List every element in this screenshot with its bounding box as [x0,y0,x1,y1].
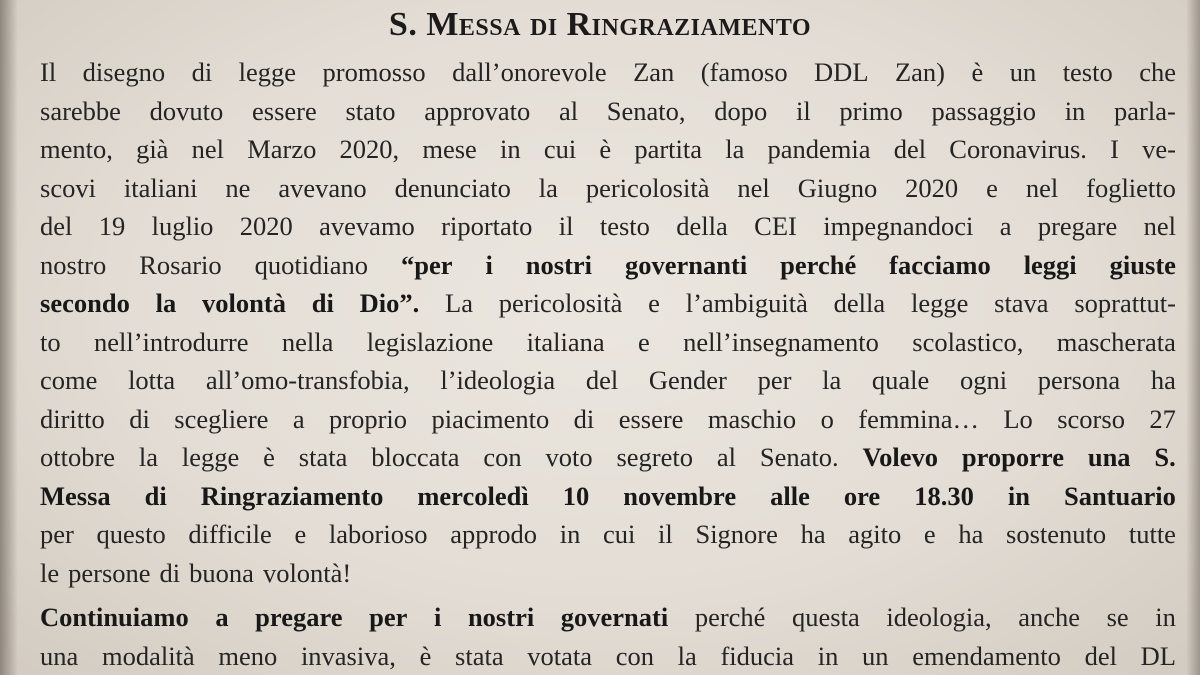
word: passaggio [931,95,1036,126]
word: legislazione [366,326,494,357]
word: dall’onorevole [452,57,607,87]
word: il [658,519,673,549]
word: l’ideologia [440,365,556,395]
word: ha [1150,365,1176,395]
bold-word: leggi [1023,249,1077,280]
word: del [40,211,73,241]
word: scegliere [174,403,269,434]
bold-word: i [485,249,493,280]
word: impegnandoci [823,211,974,241]
word: femmina… [858,403,979,434]
bold-word: Volevo [862,442,939,472]
word: un [862,640,889,671]
word: approvato [424,95,531,126]
word: e [294,519,307,549]
word: modalità [101,640,195,671]
word: la [822,365,842,395]
word: e [986,172,998,203]
word: nell’introdurre [93,326,249,357]
word: il [558,211,574,241]
bold-word: volontà [202,288,286,318]
word: italiani [123,172,198,203]
word: pericolosità [585,172,710,203]
word: piacimento [431,403,550,434]
word: in [1155,602,1176,632]
bold-word: i [433,602,442,632]
word: all’omo-transfobia, [205,365,410,395]
word: testo [599,211,650,241]
bold-word: nostri [467,602,535,632]
bold-word: “per [400,249,453,280]
word: difficile [188,519,272,549]
word: in [817,640,839,671]
word: e [638,326,650,357]
text-line [40,400,1176,439]
bold-word: secondo [40,288,130,318]
word: meno [218,640,278,671]
word: 19 [98,211,126,241]
text-line [40,515,1176,554]
word: invasiva, [300,640,396,671]
word: come [40,365,98,395]
word: pericolosità [498,288,623,318]
word: foglietto [1086,172,1176,203]
word: diritto [40,403,105,434]
word: segreto [616,442,693,472]
bold-word: a [215,602,229,632]
word: con [483,442,522,472]
bold-word: perché [780,249,857,280]
word: cui [543,134,577,164]
text-line [40,598,1176,637]
word: to [40,326,61,357]
word: italiana [526,326,605,357]
word: DL [1140,640,1176,671]
word: ve- [1142,134,1176,164]
word: disegno [82,57,166,87]
word: che [1139,57,1176,87]
word: ha [958,519,984,549]
bold-word: in [1007,480,1030,511]
word: per [40,519,74,549]
word: fiducia [720,640,795,671]
word: avevamo [319,211,415,241]
paragraph-announcement [40,53,1176,592]
word: se [1106,602,1129,632]
bold-word: una [1087,442,1131,472]
word: nel [1025,172,1059,203]
word: Rosario [139,249,222,280]
word: mascherata [1056,326,1176,357]
bold-word: mercoledì [417,480,529,511]
word: ne [225,172,251,203]
word: buona [189,557,254,588]
word: stata [298,442,348,472]
word: maschio [707,403,797,434]
word: primo [839,95,903,126]
word: ogni [959,365,1008,395]
word: con [615,640,654,671]
word: volontà! [262,557,352,588]
word: Zan [633,57,675,87]
bold-word: per [369,602,408,632]
word: a [292,403,305,434]
word: a [999,211,1012,241]
word: DDL [814,57,869,87]
bold-word: la [155,288,177,318]
word: luglio [151,211,214,241]
bold-word: di [144,480,167,511]
word: anche [1018,602,1080,632]
text-line [40,130,1176,169]
bold-word: proporre [961,442,1064,472]
word: è [599,134,612,164]
word: legge [910,288,969,318]
word: del [1084,640,1117,671]
word: proprio [329,403,408,434]
word: e [648,288,660,318]
word: essere [618,403,684,434]
word: La [445,288,473,318]
word: la [677,640,697,671]
word: è [971,57,984,87]
word: partita [634,134,703,164]
word: stava [994,288,1049,318]
text-line [40,92,1176,131]
word: essere [252,95,317,126]
word: un [1009,57,1037,87]
word: Senato. [759,442,839,472]
text-line [40,438,1176,477]
word: bloccata [371,442,460,472]
word: parla- [1114,95,1176,126]
word: mese [422,134,477,164]
bold-word: governanti [625,249,748,280]
word: 27 [1149,403,1176,434]
word: pregare [1037,211,1118,241]
word: mento, [40,134,113,164]
word: ottobre [40,442,116,472]
bold-word: ore [843,480,881,511]
text-line [40,637,1176,675]
word: sostenuto [1006,519,1107,549]
text-line [40,284,1176,323]
word: Senato, [606,95,686,126]
word: Lo [1003,403,1033,434]
page-title: S. Messa di Ringraziamento [388,6,812,43]
word: quotidiano [254,249,368,280]
word: scorso [1057,403,1125,434]
word: testo [1062,57,1113,87]
bold-word: 10 [562,480,590,511]
word: e [923,519,936,549]
word: Marzo [247,134,317,164]
text-line [40,323,1176,362]
bold-word: facciamo [889,249,991,280]
bold-word: 18.30 [914,480,974,511]
bold-word: di [311,288,334,318]
bold-word: Ringraziamento [200,480,384,511]
word: in [1064,95,1086,126]
body-text [40,53,1176,675]
word: nostro [40,249,107,280]
text-line [40,554,1176,593]
word: della [833,288,886,318]
word: o [820,403,834,434]
word: è [419,640,432,671]
word: legge [181,442,240,472]
word: al [558,95,579,126]
word: Coronavirus. [949,134,1087,164]
word: di [191,57,213,87]
word: agito [848,519,902,549]
text-line [40,207,1176,246]
word: di [573,403,595,434]
text-line [40,361,1176,400]
word: già [136,134,169,164]
word: Zan) [894,57,946,87]
word: al [716,442,736,472]
word: Il [40,57,57,87]
word: del [585,365,619,395]
text-line [40,53,1176,92]
word: 2020, [339,134,400,164]
word: promosso [322,57,426,87]
word: è [263,442,275,472]
word: di [159,557,181,588]
word: una [40,640,79,671]
word: I [1110,134,1119,164]
word: nel [1143,211,1176,241]
word: ideologia, [886,602,992,632]
word: la [538,172,558,203]
word: emendamento [912,640,1061,671]
text-line [40,169,1176,208]
word: in [500,134,521,164]
word: approdo [450,519,538,549]
word: stato [345,95,396,126]
word: nel [191,134,224,164]
word: le [40,557,60,588]
word: la [725,134,745,164]
text-line [40,246,1176,285]
word: 2020 [905,172,959,203]
word: l’ambiguità [685,288,808,318]
word: CEI [754,211,797,241]
word: quale [871,365,930,395]
word: avevano [278,172,367,203]
word: ha [800,519,826,549]
word: questo [96,519,166,549]
word: riportato [441,211,533,241]
word: persona [1037,365,1121,395]
word: per [757,365,792,395]
bold-word: Santuario [1063,480,1176,511]
word: dovuto [149,95,224,126]
word: Signore [695,519,778,549]
bold-word: giuste [1109,249,1176,280]
word: scolastico, [912,326,1024,357]
bold-word: Messa [40,480,111,511]
word: sarebbe [40,95,121,126]
word: denunciato [394,172,511,203]
word: pandemia [767,134,871,164]
word: laborioso [328,519,428,549]
bold-word: governati [560,602,669,632]
word: Gender [648,365,727,395]
bold-word: pregare [255,602,343,632]
bold-word: Dio”. [359,288,420,318]
word: del [893,134,927,164]
paragraph-prayer [40,598,1176,675]
word: scovi [40,172,96,203]
word: della [676,211,728,241]
word: (famoso [700,57,788,87]
word: nel [737,172,770,203]
word: di [129,403,150,434]
word: votata [527,640,593,671]
word: tutte [1128,519,1176,549]
word: cui [603,519,636,549]
word: in [559,519,581,549]
bold-word: Continuiamo [40,602,189,632]
text-line [40,477,1176,516]
word: Giugno [797,172,878,203]
word: dopo [714,95,768,126]
word: persone [68,557,151,588]
bold-word: S. [1154,442,1176,472]
word: questa [792,602,860,632]
word: nella [281,326,334,357]
bold-word: novembre [623,480,737,511]
bold-word: nostri [525,249,593,280]
word: nell’insegnamento [683,326,879,357]
word: il [795,95,811,126]
word: stata [455,640,504,671]
word: legge [238,57,297,87]
word: la [138,442,159,472]
word: perché [694,602,766,632]
word: voto [545,442,593,472]
bold-word: alle [770,480,810,511]
word: lotta [128,365,176,395]
word: soprattut- [1074,288,1176,318]
word: 2020 [239,211,293,241]
